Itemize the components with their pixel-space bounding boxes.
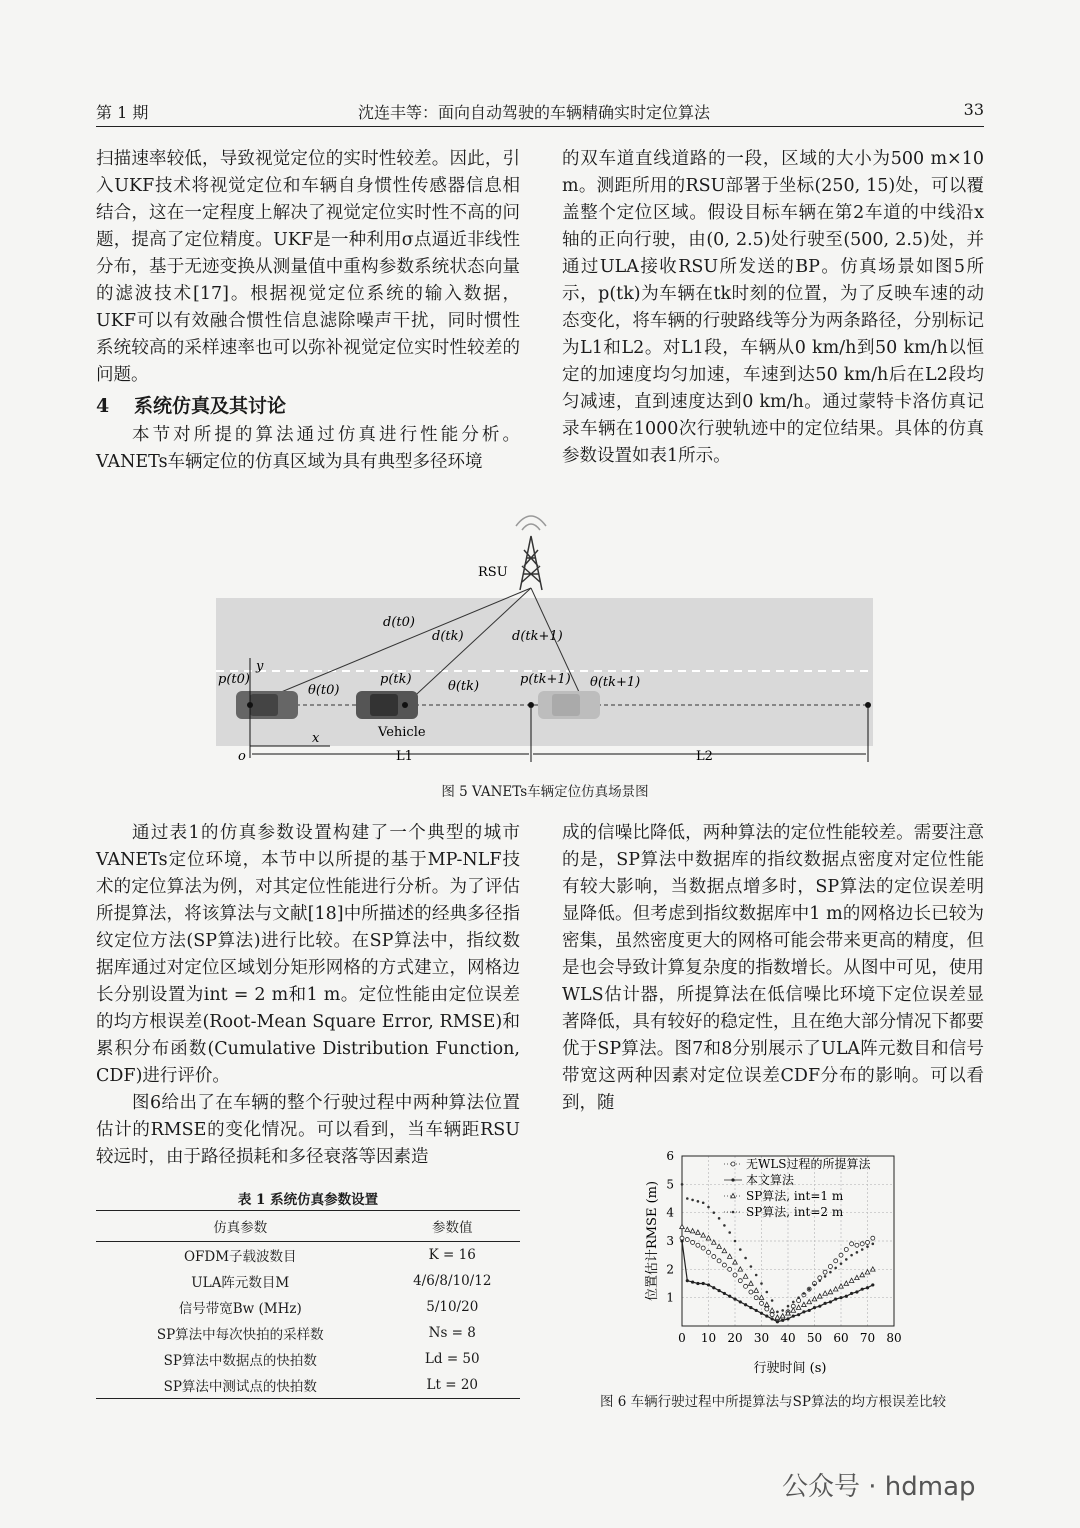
x-tick-label: 0 xyxy=(678,1331,686,1345)
data-point xyxy=(712,1286,715,1289)
data-point xyxy=(770,1308,775,1312)
column-2-bottom xyxy=(562,820,984,1117)
data-point xyxy=(680,1239,683,1242)
data-point xyxy=(770,1313,774,1317)
data-point xyxy=(754,1296,758,1300)
data-point xyxy=(808,1309,811,1312)
data-point xyxy=(731,1194,736,1198)
data-point xyxy=(866,1245,869,1248)
data-point xyxy=(818,1276,822,1280)
label-d-tk1: d(tk+1) xyxy=(512,629,563,644)
section-number: 4 xyxy=(96,395,110,417)
data-point xyxy=(803,1292,806,1295)
data-point xyxy=(781,1309,784,1312)
label-p-tk: p(tk) xyxy=(380,672,412,687)
data-point xyxy=(812,1297,817,1301)
data-point xyxy=(818,1294,823,1298)
data-point xyxy=(829,1300,832,1303)
section-title: 系统仿真及其讨论 xyxy=(134,395,287,417)
data-point xyxy=(702,1201,705,1204)
data-point xyxy=(839,1253,843,1257)
data-point xyxy=(765,1314,768,1317)
x-axis-label: x xyxy=(312,731,320,746)
x-tick-label: 60 xyxy=(833,1331,849,1345)
x-tick-label: 50 xyxy=(806,1331,823,1345)
data-point xyxy=(733,1297,736,1300)
data-point xyxy=(828,1290,833,1294)
section-heading xyxy=(96,393,520,420)
data-point xyxy=(860,1273,865,1277)
data-point xyxy=(712,1240,717,1244)
data-point xyxy=(792,1301,795,1304)
data-point xyxy=(760,1301,764,1305)
page-header xyxy=(96,96,984,127)
data-point xyxy=(872,1243,875,1246)
data-point xyxy=(833,1287,838,1291)
x-tick-label: 10 xyxy=(700,1331,717,1345)
data-point xyxy=(856,1251,859,1254)
data-point xyxy=(680,1224,685,1228)
data-point xyxy=(749,1306,752,1309)
x-tick-label: 30 xyxy=(753,1331,770,1345)
data-point xyxy=(850,1242,854,1246)
data-point xyxy=(728,1231,731,1234)
data-point xyxy=(813,1284,816,1287)
segment-l2-label: L2 xyxy=(696,749,713,764)
data-point xyxy=(728,1295,731,1298)
data-point xyxy=(734,1240,737,1243)
data-point xyxy=(718,1217,721,1220)
figure-5-scenario xyxy=(200,508,890,780)
data-point xyxy=(696,1230,701,1234)
data-point xyxy=(731,1178,734,1181)
label-p-t0: p(t0) xyxy=(218,672,250,687)
data-point xyxy=(685,1227,690,1231)
x-tick-label: 20 xyxy=(727,1331,743,1345)
table-1-title: 表 1 系统仿真参数设置 xyxy=(237,1192,379,1208)
data-point xyxy=(691,1240,695,1244)
paragraph: 图6给出了在车辆的整个行驶过程中两种算法位置估计的RMSE的变化情况。可以看到，当车辆距RSU较远时，由于路径损耗和多径衰落等因素造 xyxy=(96,1093,520,1167)
column-2-top xyxy=(562,146,984,470)
data-point xyxy=(845,1258,848,1261)
label-theta-tk: θ(tk) xyxy=(448,679,480,694)
data-point xyxy=(717,1244,722,1248)
data-point xyxy=(861,1288,864,1291)
data-point xyxy=(713,1211,716,1214)
data-point xyxy=(717,1259,721,1263)
paragraph: 扫描速率较低，导致视觉定位的实时性较差。因此，引入UKF技术将视觉定位和车辆自身惯性传感器信息相结合，这在一定程度上解决了视觉定位实时性不高的问题，提高了定位精度。UKF是一种利用σ点逼近非线性分布，基于无迹变换从测量值中重构参数系统状态向量的滤波技术[17]。根据视觉定位系统的输入数据，UKF可以有效融合惯性信息滤除噪声干扰，同时惯性系统较高的采样速率也可以弥补视觉定位实时性较差的问题。 xyxy=(96,149,520,385)
label-d-t0: d(t0) xyxy=(383,615,415,630)
data-point xyxy=(712,1255,716,1259)
data-point xyxy=(771,1317,774,1320)
data-point xyxy=(744,1303,747,1306)
table-header: 参数值 xyxy=(385,1211,520,1242)
data-point xyxy=(696,1243,700,1247)
paragraph: 本节对所提的算法通过仿真进行性能分析。VANETs车辆定位的仿真区域为具有典型多径环境 xyxy=(96,425,520,472)
data-point xyxy=(733,1273,737,1277)
label-theta-tk1: θ(tk+1) xyxy=(590,675,641,690)
table-row: SP算法中测试点的快拍数 Lt = 20 xyxy=(96,1372,520,1399)
data-point xyxy=(813,1306,816,1309)
data-point xyxy=(797,1299,801,1303)
data-point xyxy=(791,1308,796,1312)
x-tick-label: 80 xyxy=(886,1331,902,1345)
data-point xyxy=(765,1302,770,1306)
legend-label: 本文算法 xyxy=(746,1173,795,1187)
y-axis-label: 位置估计RMSE (m) xyxy=(645,1180,660,1302)
data-point xyxy=(760,1282,763,1285)
data-point xyxy=(834,1297,837,1300)
data-point xyxy=(696,1282,699,1285)
data-point xyxy=(866,1240,870,1244)
data-point xyxy=(707,1283,710,1286)
data-point xyxy=(823,1291,828,1295)
y-tick-label: 6 xyxy=(666,1149,674,1163)
figure-6-caption: 图 6 车辆行驶过程中所提算法与SP算法的均方根误差比较 xyxy=(599,1394,946,1410)
data-point xyxy=(776,1311,779,1314)
data-point xyxy=(707,1250,711,1254)
data-point xyxy=(765,1307,769,1311)
data-point xyxy=(866,1286,869,1289)
legend-entry xyxy=(724,1188,844,1203)
data-point xyxy=(797,1296,800,1299)
data-point xyxy=(686,1279,689,1282)
watermark: 公众号 · hdmap xyxy=(782,1472,976,1502)
data-point xyxy=(723,1292,726,1295)
figure-5-caption: 图 5 VANETs车辆定位仿真场景图 xyxy=(441,784,649,800)
page-number: 33 xyxy=(963,100,984,119)
data-point xyxy=(855,1243,859,1247)
y-tick-label: 4 xyxy=(666,1205,674,1220)
data-point xyxy=(824,1302,827,1305)
y-tick-label: 3 xyxy=(666,1234,674,1248)
y-axis-label: y xyxy=(256,659,264,674)
data-point xyxy=(755,1274,758,1277)
data-point xyxy=(691,1199,694,1202)
data-point xyxy=(834,1267,837,1270)
data-point xyxy=(727,1254,732,1258)
paragraph: 的双车道直线道路的一段，区域的大小为500 m×10 m。测距所用的RSU部署于坐标(250, 15)处，可以覆盖整个定位区域。假设目标车辆在第2车道的中线沿x轴的正向行驶，由(0, 2.5)处行驶至(500, 2.5)处，并通过ULA接收RSU所发送的BP。仿真场景如图5所示，p(tk)为车辆在tk时刻的位置，为了反映车速的动态变化，将车辆的行驶路线等分为两条路径，分别标记为L1和L2。对L1段，车辆从0 km/h到50 km/h以恒定的加速度均匀加速，车速到达50 km/h后在L2段均匀减速，直到速度达到0 km/h。通过蒙特卡洛仿真记录车辆在1000次行驶轨迹中的定位结果。具体的仿真参数设置如表1所示。 xyxy=(562,149,984,466)
segment-l1-label: L1 xyxy=(396,749,413,764)
data-point xyxy=(702,1282,705,1285)
table-1 xyxy=(96,1210,520,1399)
running-title: 沈连丰等：面向自动驾驶的车辆精确实时定位算法 xyxy=(358,103,711,122)
data-point xyxy=(739,1248,742,1251)
x-axis-label: 行驶时间 (s) xyxy=(753,1361,827,1376)
data-point xyxy=(722,1248,727,1252)
data-point xyxy=(686,1197,689,1200)
table-row: 信号带宽Bw (MHz) 5/10/20 xyxy=(178,1299,479,1317)
data-point xyxy=(749,1290,753,1294)
y-tick-label: 2 xyxy=(666,1262,674,1277)
data-point xyxy=(819,1279,822,1282)
data-point xyxy=(691,1280,694,1283)
table-row: SP算法中数据点的快拍数 Ld = 50 xyxy=(163,1351,480,1369)
data-point xyxy=(860,1242,864,1246)
data-point xyxy=(738,1279,742,1283)
x-tick-label: 70 xyxy=(859,1331,876,1345)
data-point xyxy=(733,1260,738,1264)
column-1-top xyxy=(96,146,520,476)
data-point xyxy=(850,1292,853,1295)
issue-number: 第 1 期 xyxy=(96,103,149,122)
data-point xyxy=(701,1233,706,1237)
paragraph: 通过表1的仿真参数设置构建了一个典型的城市VANETs定位环境，本节中以所提的基于MP-NLF技术的定位算法为例，对其定位性能进行分析。为了评估所提算法，将该算法与文献[18]中所描述的经典多径指纹定位方法(SP算法)进行比较。在SP算法中，指纹数据库通过对定位区域划分矩形网格的方式建立，网格边长分别设置为int = 2 m和1 m。定位性能由定位误差的均方根误差(Root-Mean Square Error, RMSE)和累积分布函数(Cumulative Distribution Function, CDF)进行评价。 xyxy=(96,823,520,1086)
column-1-bottom xyxy=(96,820,520,1171)
series-3 xyxy=(680,1224,875,1319)
data-point xyxy=(865,1270,870,1274)
data-point xyxy=(771,1299,774,1302)
data-point xyxy=(845,1295,848,1298)
data-point xyxy=(787,1305,790,1308)
data-point xyxy=(766,1291,769,1294)
y-tick-label: 1 xyxy=(666,1290,674,1305)
data-point xyxy=(839,1284,844,1288)
data-point xyxy=(871,1236,875,1240)
label-d-tk: d(tk) xyxy=(432,629,464,644)
data-point xyxy=(743,1274,748,1278)
y-tick-label: 5 xyxy=(666,1177,674,1192)
data-point xyxy=(823,1270,827,1274)
data-point xyxy=(818,1305,821,1308)
legend-label: SP算法, int=1 m xyxy=(746,1189,844,1203)
label-p-tk1: p(tk+1) xyxy=(520,672,571,687)
data-point xyxy=(707,1206,710,1209)
data-point xyxy=(802,1302,807,1306)
data-point xyxy=(744,1257,747,1260)
data-point xyxy=(728,1267,732,1271)
data-point xyxy=(731,1162,735,1166)
data-point xyxy=(796,1305,801,1309)
rsu-label: RSU xyxy=(478,565,508,580)
data-point xyxy=(802,1310,805,1313)
data-point xyxy=(871,1283,874,1286)
data-point xyxy=(839,1296,842,1299)
data-point xyxy=(732,1211,735,1214)
data-point xyxy=(844,1248,848,1252)
series-1 xyxy=(680,1236,875,1321)
rsu-tower-icon xyxy=(516,516,546,590)
data-point xyxy=(807,1299,812,1303)
data-point xyxy=(850,1254,853,1257)
table-row: ULA阵元数目M 4/6/8/10/12 xyxy=(191,1273,492,1291)
data-point xyxy=(722,1263,726,1267)
data-point xyxy=(797,1313,800,1316)
legend-entry xyxy=(724,1156,872,1171)
data-point xyxy=(744,1284,748,1288)
data-point xyxy=(824,1275,827,1278)
paragraph: 成的信噪比降低，两种算法的定位性能较差。需要注意的是，SP算法中数据库的指纹数据点密度对定位性能有较大影响，当数据点增多时，SP算法的定位误差明显降低。但考虑到指纹数据库中1 m的网格边长已较为密集，虽然密度更大的网格可能会带来更高的精度，但是也会导致计算复杂度的指数增长。从图中可见，使用WLS估计器，所提算法在低信噪比环境下定位误差显著降低，具有较好的稳定性，且在绝大部分情况下都要优于SP算法。图7和8分别展示了ULA阵元数目和信号带宽这两种因素对定位误差CDF分布的影响。可以看到，随 xyxy=(562,823,984,1113)
data-point xyxy=(697,1200,700,1203)
origin-label: o xyxy=(238,749,246,764)
legend-entry xyxy=(724,1204,844,1219)
data-point xyxy=(681,1183,684,1186)
data-point xyxy=(690,1229,695,1233)
data-point xyxy=(808,1288,811,1291)
table-row: OFDM子载波数目 K = 16 xyxy=(183,1247,476,1265)
data-point xyxy=(855,1275,860,1279)
vehicle-label: Vehicle xyxy=(378,725,426,740)
data-point xyxy=(685,1238,689,1242)
legend-label: 无WLS过程的所提算法 xyxy=(746,1157,871,1171)
data-point xyxy=(834,1259,838,1263)
data-point xyxy=(723,1224,726,1227)
data-point xyxy=(759,1295,764,1299)
data-point xyxy=(829,1271,832,1274)
data-point xyxy=(755,1309,758,1312)
table-header: 仿真参数 xyxy=(96,1211,385,1242)
data-point xyxy=(718,1289,721,1292)
data-point xyxy=(754,1288,759,1292)
data-point xyxy=(706,1236,711,1240)
data-point xyxy=(849,1278,854,1282)
data-point xyxy=(844,1281,849,1285)
x-tick-label: 40 xyxy=(780,1331,796,1345)
data-point xyxy=(828,1265,832,1269)
data-point xyxy=(749,1281,754,1285)
data-point xyxy=(786,1317,789,1320)
legend-label: SP算法, int=2 m xyxy=(746,1205,844,1219)
data-point xyxy=(776,1320,779,1323)
data-point xyxy=(792,1314,795,1317)
data-point xyxy=(861,1248,864,1251)
figure-6-chart xyxy=(600,1140,930,1380)
data-point xyxy=(781,1319,784,1322)
data-point xyxy=(750,1265,753,1268)
data-point xyxy=(855,1290,858,1293)
data-point xyxy=(739,1300,742,1303)
label-theta-t0: θ(t0) xyxy=(308,683,340,698)
table-row: SP算法中每次快拍的采样数 Ns = 8 xyxy=(156,1325,476,1343)
data-point xyxy=(760,1312,763,1315)
data-point xyxy=(840,1262,843,1265)
data-point xyxy=(701,1246,705,1250)
